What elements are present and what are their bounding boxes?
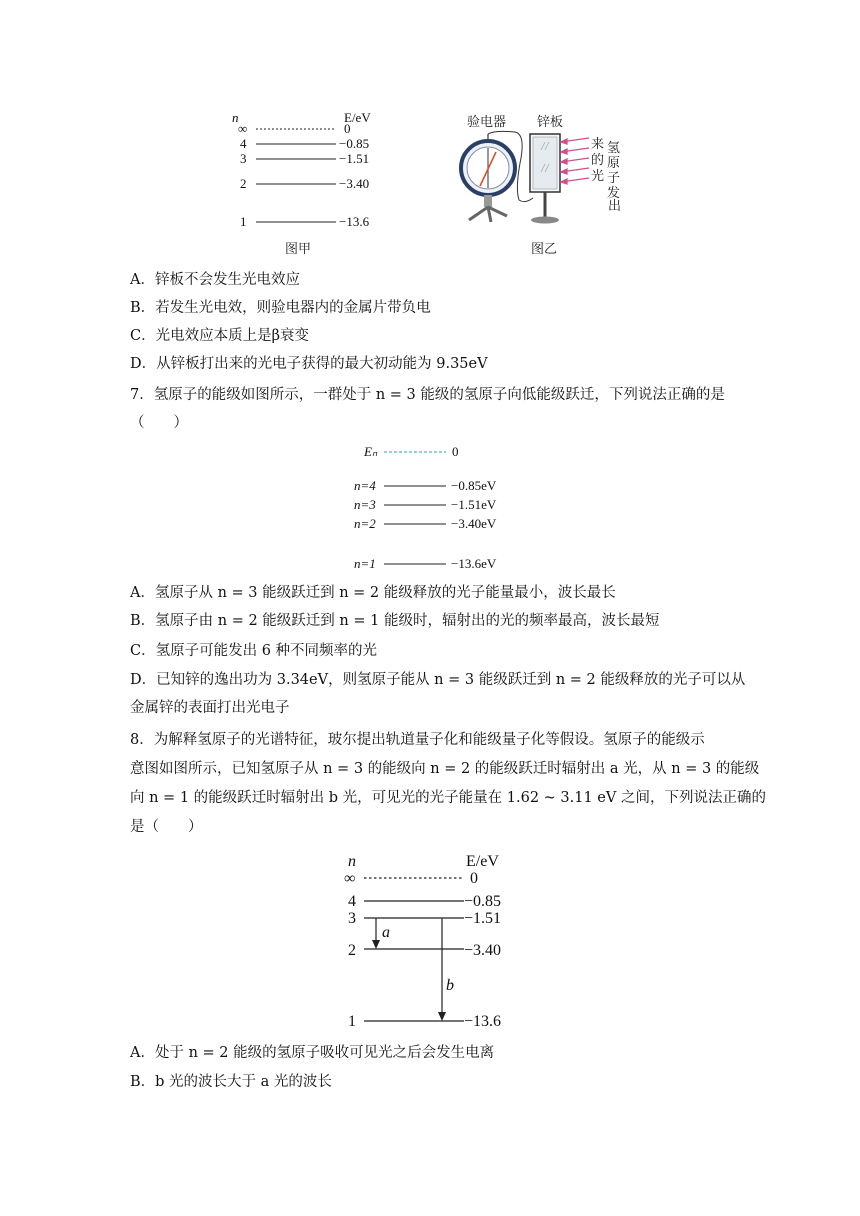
q8-arrow-b-label: b bbox=[446, 977, 454, 994]
fig1-level-e: −1.51 bbox=[339, 151, 370, 166]
q7-level-n: n=4 bbox=[354, 478, 376, 493]
q8-level-n: 1 bbox=[348, 1013, 356, 1030]
q7-level-n: n=3 bbox=[354, 497, 376, 512]
q7-option-b: B．氢原子由 n = 2 能级跃迁到 n = 1 能级时，辐射出的光的频率最高，波长最短 bbox=[130, 613, 660, 629]
fig1-level-e: 0 bbox=[344, 121, 351, 136]
fig1-level-e: −0.85 bbox=[339, 136, 370, 151]
q7-energy-level-diagram bbox=[352, 440, 522, 580]
zinc-plate-icon bbox=[530, 134, 560, 224]
q8-arrow-a-icon bbox=[372, 918, 380, 949]
q8-arrow-b-icon bbox=[438, 918, 446, 1021]
fig1-level-n: 4 bbox=[240, 136, 247, 151]
fig1-level-n: 2 bbox=[240, 176, 247, 191]
fig2-caption: 图乙 bbox=[531, 242, 558, 257]
q8-level-n: 2 bbox=[348, 942, 356, 959]
q8-arrow-a-label: a bbox=[382, 924, 390, 941]
zinc-plate-label: 锌板 bbox=[537, 115, 564, 130]
q7-level-e: −0.85eV bbox=[451, 478, 497, 493]
fig1-e-label: E/eV bbox=[344, 110, 371, 125]
q7-option-d: D．已知锌的逸出功为 3.34eV，则氢原子能从 n = 3 能级跃迁到 n = 2 能级释放的光子可以从 bbox=[130, 672, 746, 688]
q8-stem-line3: 向 n = 1 的能级跃迁时辐射出 b 光，可见光的光子能量在 1.62 ~ 3.11 eV 之间，下列说法正确的 bbox=[130, 790, 766, 806]
q7-level-n: n=2 bbox=[354, 516, 376, 531]
q8-level-e: −0.85 bbox=[464, 893, 502, 910]
fig1-caption: 图甲 bbox=[285, 242, 312, 257]
q7-option-a: A．氢原子从 n = 3 能级跃迁到 n = 2 能级释放的光子能量最小，波长最长 bbox=[130, 585, 616, 601]
fig1-level-e: −3.40 bbox=[339, 176, 370, 191]
q8-level-e: −13.6 bbox=[464, 1013, 502, 1030]
q8-stem-line1: 8．为解释氢原子的光谱特征，玻尔提出轨道量子化和能级量子化等假设。氢原子的能级示 bbox=[130, 732, 705, 748]
q8-energy-level-diagram bbox=[338, 850, 528, 1032]
q7-level-e: −13.6eV bbox=[451, 556, 497, 571]
light-label-col1: 来 bbox=[591, 137, 605, 152]
q6-option-d: D．从锌板打出来的光电子获得的最大初动能为 9.35eV bbox=[130, 356, 488, 372]
q7-top-label: Eₙ bbox=[364, 444, 378, 459]
light-label-col2: 发 bbox=[607, 186, 621, 201]
fig1-n-label: n bbox=[232, 110, 239, 125]
q6-option-b: B．若发生光电效，则验电器内的金属片带负电 bbox=[130, 300, 431, 316]
light-label-col2: 氢 bbox=[607, 141, 621, 156]
q8-option-b: B．b 光的波长大于 a 光的波长 bbox=[130, 1074, 332, 1090]
fig1-level-n: 3 bbox=[240, 151, 247, 166]
q8-e-label: E/eV bbox=[466, 853, 499, 870]
q8-n-label: n bbox=[348, 853, 356, 870]
figure-yi bbox=[455, 108, 655, 260]
fig1-level-n: ∞ bbox=[238, 121, 248, 136]
q7-stem-line1: 7．氢原子的能级如图所示，一群处于 n = 3 能级的氢原子向低能级跃迁，下列说法正确的是 bbox=[130, 387, 725, 403]
light-label-col1: 光 bbox=[591, 169, 605, 184]
q8-level-e: 0 bbox=[470, 870, 478, 887]
q8-level-n: 4 bbox=[348, 893, 356, 910]
fig1-level-n: 1 bbox=[240, 214, 247, 229]
light-label-col2: 原 bbox=[607, 156, 621, 171]
q7-top-value: 0 bbox=[452, 444, 459, 459]
incident-light-arrows bbox=[561, 138, 589, 184]
electroscope-icon bbox=[461, 134, 515, 222]
q8-level-n: ∞ bbox=[344, 870, 356, 887]
q7-level-e: −1.51eV bbox=[451, 497, 497, 512]
light-label-col2: 子 bbox=[607, 171, 621, 186]
q8-option-a: A．处于 n = 2 能级的氢原子吸收可见光之后会发生电离 bbox=[130, 1045, 495, 1061]
figure-jia bbox=[228, 108, 398, 258]
q7-option-d-cont: 金属锌的表面打出光电子 bbox=[130, 700, 290, 716]
q8-stem-line2: 意图如图所示，已知氢原子从 n = 3 的能级向 n = 2 的能级跃迁时辐射出 a 光，从 n = 3 的能级 bbox=[130, 761, 760, 777]
q8-level-e: −3.40 bbox=[464, 942, 502, 959]
q7-option-c: C．氢原子可能发出 6 种不同频率的光 bbox=[130, 643, 378, 659]
q7-stem-line2: （ ） bbox=[130, 415, 188, 431]
electroscope-label: 验电器 bbox=[467, 115, 507, 130]
q8-stem-line4: 是（ ） bbox=[130, 819, 203, 835]
q6-option-c: C．光电效应本质上是β衰变 bbox=[130, 328, 309, 344]
fig1-level-e: −13.6 bbox=[339, 214, 370, 229]
light-label-col1: 的 bbox=[591, 153, 605, 168]
light-label-col2: 出 bbox=[608, 199, 622, 214]
q8-level-e: −1.51 bbox=[464, 910, 502, 927]
q7-level-e: −3.40eV bbox=[451, 516, 497, 531]
q7-level-n: n=1 bbox=[354, 556, 376, 571]
q6-option-a: A．锌板不会发生光电效应 bbox=[130, 272, 300, 288]
q8-level-n: 3 bbox=[348, 910, 356, 927]
